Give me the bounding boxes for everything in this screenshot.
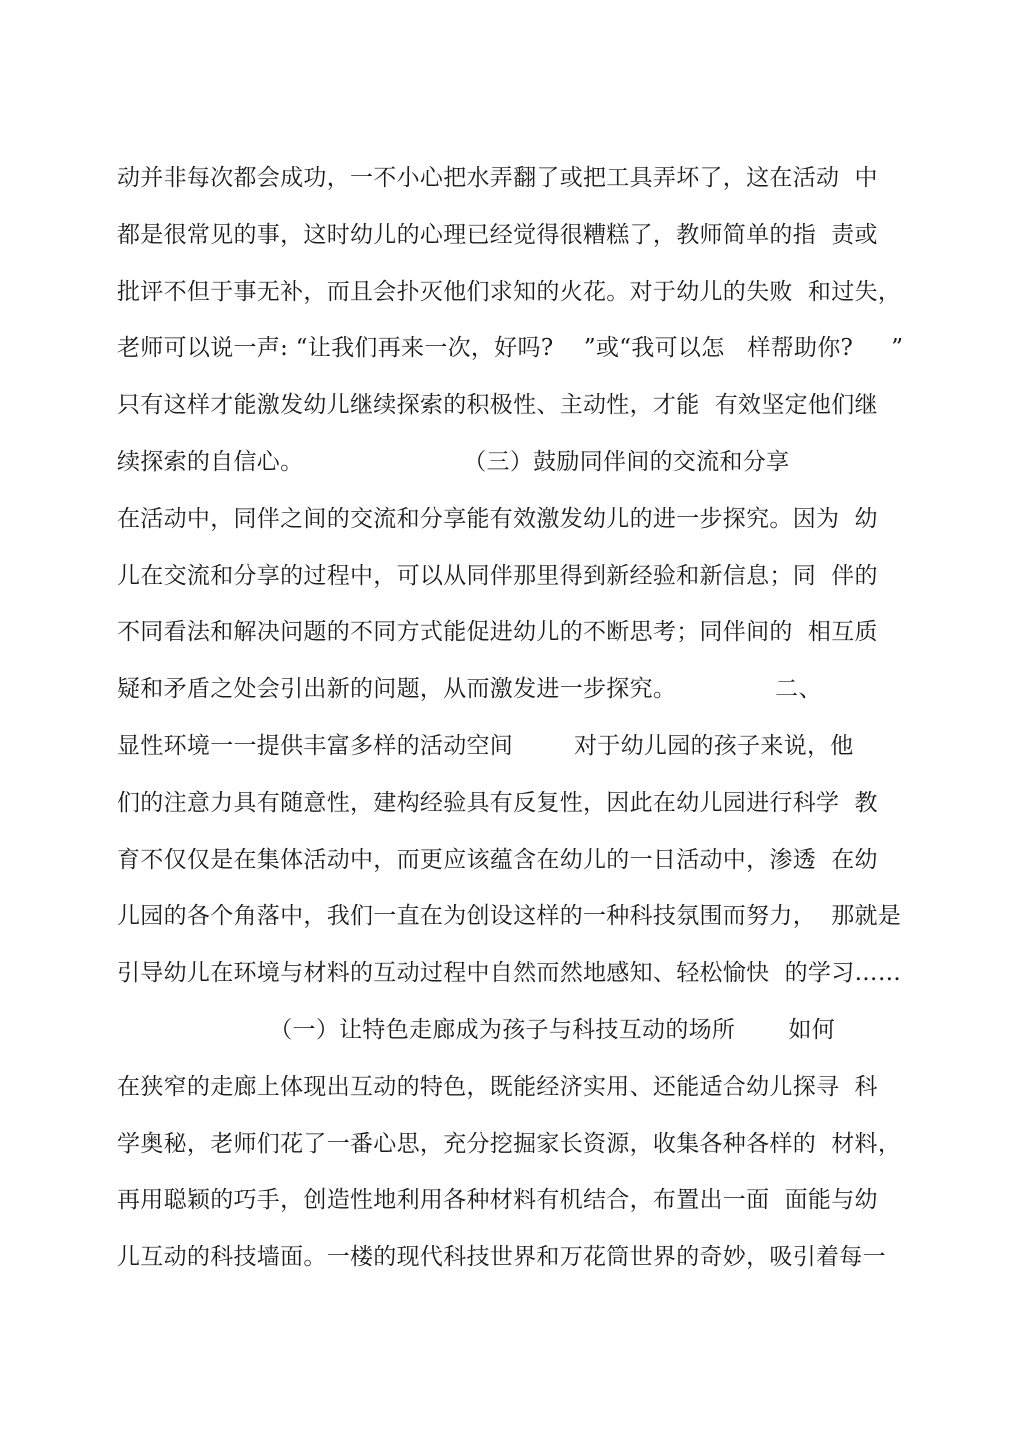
text-line: 批评不但于事无补，而且会扑灭他们求知的火花。对于幼儿的失败 和过失，	[117, 278, 902, 305]
text-line: 显性环境一一提供丰富多样的活动空间 对于幼儿园的孩子来说，他	[117, 732, 854, 759]
text-line: 儿园的各个角落中，我们一直在为创设这样的一种科技氛围而努力， 那就是	[117, 903, 902, 930]
text-line: 只有这样才能激发幼儿继续探索的积极性、主动性，才能 有效坚定他们继	[117, 392, 878, 419]
text-line: 续探索的自信心。 （三）鼓励同伴间的交流和分享	[117, 448, 790, 475]
text-line: （一）让特色走廊成为孩子与科技互动的场所 如何	[117, 1016, 836, 1043]
text-line: 儿互动的科技墙面。一楼的现代科技世界和万花筒世界的奇妙，吸引着每一	[117, 1244, 886, 1271]
text-line: 引导幼儿在环境与材料的互动过程中自然而然地感知、轻松愉快 的学习……	[117, 960, 902, 987]
text-line: 老师可以说一声: “让我们再来一次，好吗? ”或“我可以怎 样帮助你? ”	[117, 335, 904, 362]
body-text	[117, 150, 917, 1286]
text-line: 不同看法和解决问题的不同方式能促进幼儿的不断思考；同伴间的 相互质	[117, 619, 878, 646]
text-line: 儿在交流和分享的过程中，可以从同伴那里得到新经验和新信息；同 伴的	[117, 562, 878, 589]
text-line: 育不仅仅是在集体活动中，而更应该蕴含在幼儿的一日活动中，渗透 在幼	[117, 846, 878, 873]
text-line: 们的注意力具有随意性，建构经验具有反复性，因此在幼儿园进行科学 教	[117, 789, 878, 816]
text-line: 疑和矛盾之处会引出新的问题，从而激发进一步探究。 二、	[117, 676, 822, 703]
text-line: 在狭窄的走廊上体现出互动的特色，既能经济实用、还能适合幼儿探寻 科	[117, 1073, 878, 1100]
text-line: 再用聪颖的巧手，创造性地利用各种材料有机结合，布置出一面 面能与幼	[117, 1187, 878, 1214]
text-line: 都是很常见的事，这时幼儿的心理已经觉得很糟糕了，教师简单的指 责或	[117, 221, 878, 248]
text-line: 动并非每次都会成功，一不小心把水弄翻了或把工具弄坏了，这在活动 中	[117, 165, 878, 191]
text-line: 在活动中，同伴之间的交流和分享能有效激发幼儿的进一步探究。因为 幼	[117, 505, 878, 532]
text-line: 学奥秘，老师们花了一番心思，充分挖掘家长资源，收集各种各样的 材料，	[117, 1130, 902, 1157]
